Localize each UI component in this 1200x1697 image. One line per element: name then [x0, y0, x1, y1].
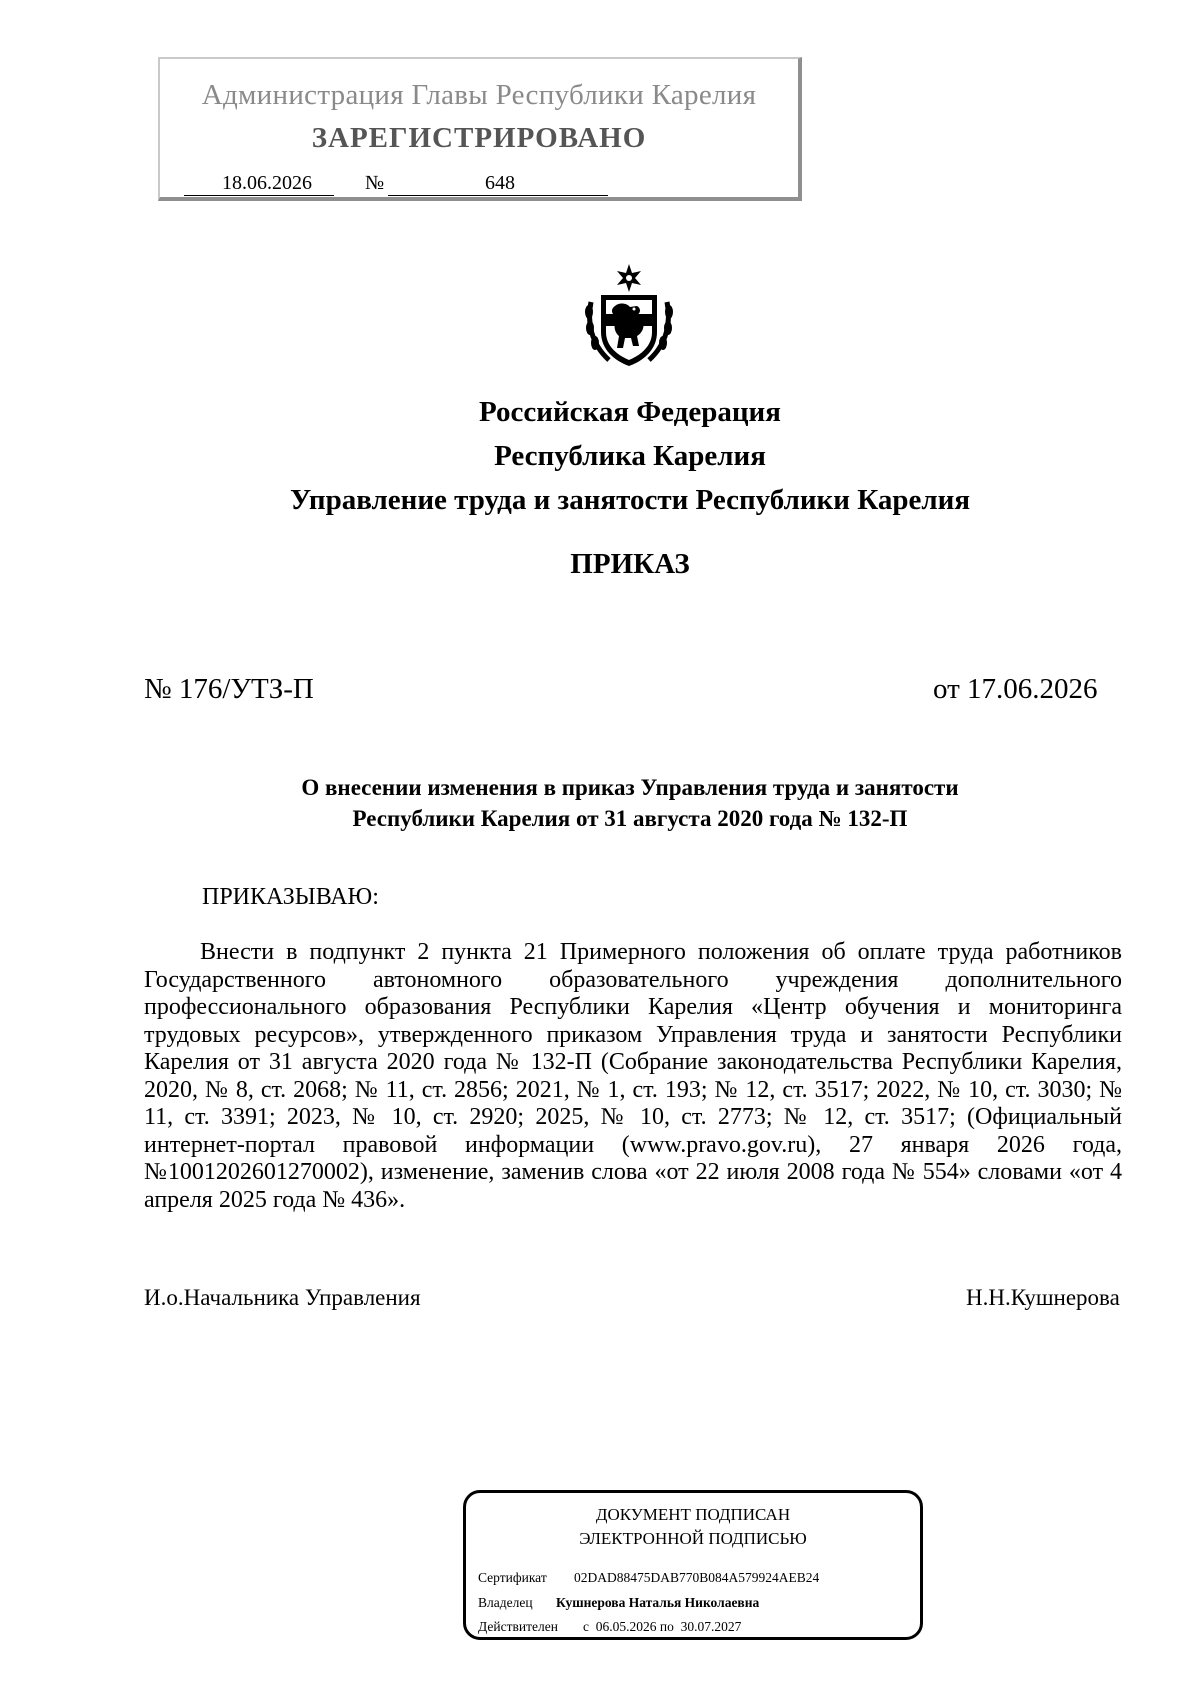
esig-valid-value: с 06.05.2026 по 30.07.2027 — [583, 1619, 742, 1634]
document-type: ПРИКАЗ — [570, 548, 690, 580]
registration-date: 18.06.2026 — [222, 172, 312, 194]
esig-certificate-value: 02DAD88475DAB770B084A579924AEB24 — [574, 1570, 820, 1585]
order-date: от 17.06.2026 — [933, 673, 1098, 705]
esig-owner-label: Владелец — [478, 1595, 533, 1610]
registration-date-underline — [184, 195, 334, 196]
order-body-text: Внести в подпункт 2 пункта 21 Примерного положения об оплате труда работников Государственного автономного образовательного учреждения дополнительного профессионального образования Республики Карелия «Центр обучения и мониторинга трудовых ресурсов», утвержденного приказом Управления труда и занятости Республики Карелия от 31 августа 2020 года № 132-П (Собрание законодательства Республики Карелия, 2020, № 8, ст. 2068; № 11, ст. 2856; 2021, № 1, ст. 193; № 12, ст. 3517; 2022, № 10, ст. 3030; № 11, ст. 3391; 2023, № 10, ст. 2920; 2025, № 10, ст. 2773; № 12, ст. 3517; (Официальный интернет-портал правовой информации (www.pravo.gov.ru), 27 января 2026 года, №1001202601270002), изменение, заменив слова «от 22 июля 2008 года № 554» словами «от 4 апреля 2025 года № 436». — [144, 939, 1122, 1213]
header-republic: Республика Карелия — [494, 440, 766, 472]
signatory-position: И.о.Начальника Управления — [144, 1285, 421, 1310]
registration-status: ЗАРЕГИСТРИРОВАНО — [311, 122, 647, 154]
registration-number-underline — [388, 195, 608, 196]
registration-stamp — [158, 57, 802, 201]
directive: ПРИКАЗЫВАЮ: — [202, 884, 379, 910]
header-department: Управление труда и занятости Республики Карелия — [289, 484, 971, 516]
esig-title-line-2: ЭЛЕКТРОННОЙ ПОДПИСЬЮ — [579, 1529, 807, 1548]
esig-title-line-1: ДОКУМЕНТ ПОДПИСАН — [595, 1505, 791, 1524]
registration-administration: Администрация Главы Республики Карелия — [201, 79, 757, 111]
registration-number-sign: № — [365, 172, 385, 194]
karelia-coat-of-arms-icon — [583, 262, 675, 370]
registration-number: 648 — [485, 172, 515, 194]
subject-line-1: О внесении изменения в приказ Управления труда и занятости — [301, 775, 959, 800]
signatory-name: Н.Н.Кушнерова — [966, 1285, 1120, 1310]
esig-valid-label: Действителен — [478, 1619, 558, 1634]
subject-line-2: Республики Карелия от 31 августа 2020 года № 132-П — [352, 806, 908, 831]
electronic-signature-box — [463, 1490, 923, 1640]
esig-owner-value: Кушнерова Наталья Николаевна — [556, 1595, 760, 1610]
esig-certificate-label: Сертификат — [478, 1570, 547, 1585]
header-country: Российская Федерация — [479, 396, 781, 428]
order-number: № 176/УТЗ-П — [144, 673, 314, 705]
